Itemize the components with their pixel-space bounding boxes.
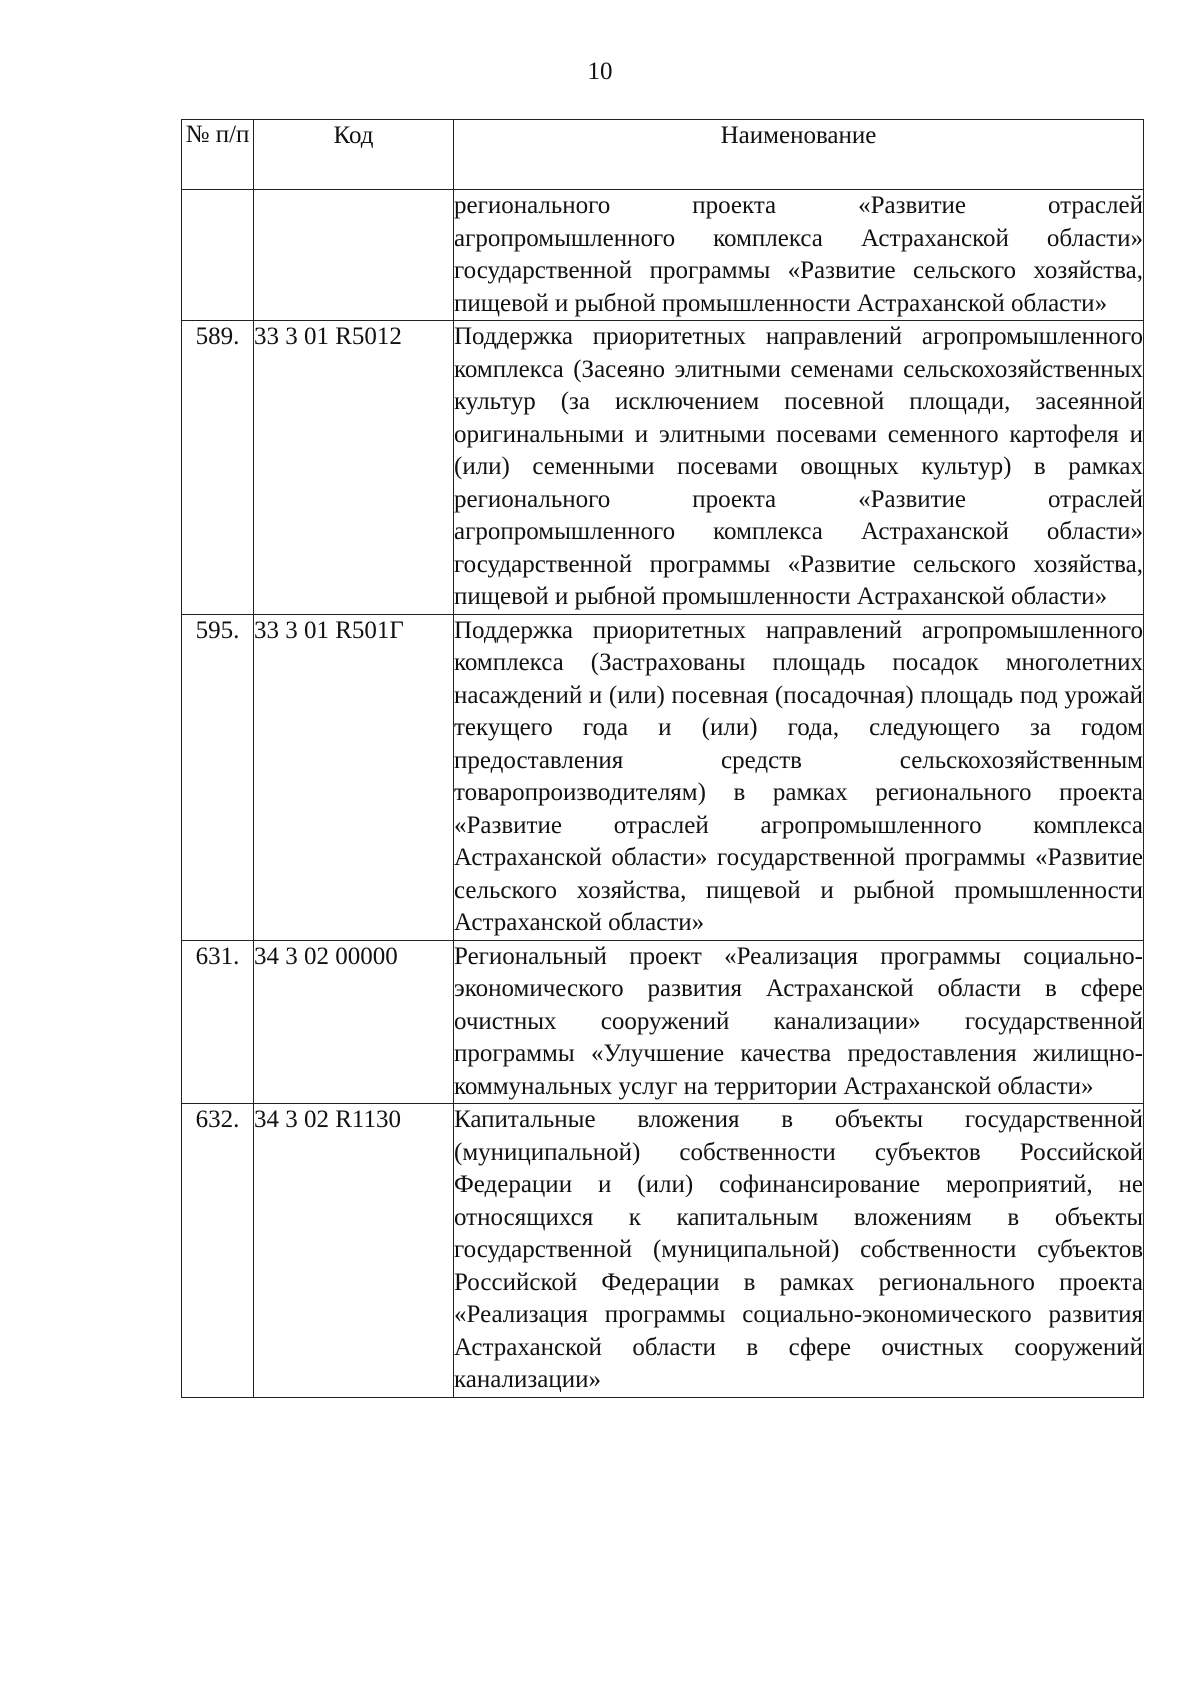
row-code: 34 3 02 R1130 [254, 1104, 454, 1398]
row-name: Региональный проект «Реализация программы социально-экономического развития Астраханской области в сфере очистных сооружений канализации» государственной программы «Улучшение качества предоставления жилищно-коммунальных услуг на территории Астраханской области» [454, 940, 1144, 1104]
row-name: Капитальные вложения в объекты государственной (муниципальной) собственности субъектов Российской Федерации и (или) софинансирование мероприятий, не относящихся к капитальным вложениям в объекты государственной (муниципальной) собственности субъектов Российской Федерации в рамках регионального проекта «Реализация программы социально-экономического развития Астраханской области в сфере очистных сооружений канализации» [454, 1104, 1144, 1398]
table-row [182, 321, 1144, 615]
page-number: 10 [587, 58, 613, 85]
row-code: 33 3 01 R5012 [254, 321, 454, 615]
table-row [182, 1104, 1144, 1398]
table-row [182, 190, 1144, 321]
budget-code-table [181, 119, 1144, 1398]
row-number: 631. [182, 940, 254, 1104]
row-code [254, 190, 454, 321]
row-number: 632. [182, 1104, 254, 1398]
header-number: № п/п [182, 120, 254, 190]
table-header-row [182, 120, 1144, 190]
row-number [182, 190, 254, 321]
row-code: 33 3 01 R501Г [254, 614, 454, 940]
row-name: Поддержка приоритетных направлений агропромышленного комплекса (Застрахованы площадь посадок многолетних насаждений и (или) посевная (посадочная) площадь под урожай текущего года и (или) года, следующего за годом предоставления средств сельскохозяйственным товаропроизводителям) в рамках регионального проекта «Развитие отраслей агропромышленного комплекса Астраханской области» государственной программы «Развитие сельского хозяйства, пищевой и рыбной промышленности Астраханской области» [454, 614, 1144, 940]
table-row [182, 940, 1144, 1104]
table-row [182, 614, 1144, 940]
row-number: 589. [182, 321, 254, 615]
header-name: Наименование [454, 120, 1144, 190]
row-number: 595. [182, 614, 254, 940]
header-code: Код [254, 120, 454, 190]
row-code: 34 3 02 00000 [254, 940, 454, 1104]
row-name: Поддержка приоритетных направлений агропромышленного комплекса (Засеяно элитными семенами сельскохозяйственных культур (за исключением посевной площади, засеянной оригинальными и элитными посевами семенного картофеля и (или) семенными посевами овощных культур) в рамках регионального проекта «Развитие отраслей агропромышленного комплекса Астраханской области» государственной программы «Развитие сельского хозяйства, пищевой и рыбной промышленности Астраханской области» [454, 321, 1144, 615]
row-name: регионального проекта «Развитие отраслей агропромышленного комплекса Астраханской области» государственной программы «Развитие сельского хозяйства, пищевой и рыбной промышленности Астраханской области» [454, 190, 1144, 321]
